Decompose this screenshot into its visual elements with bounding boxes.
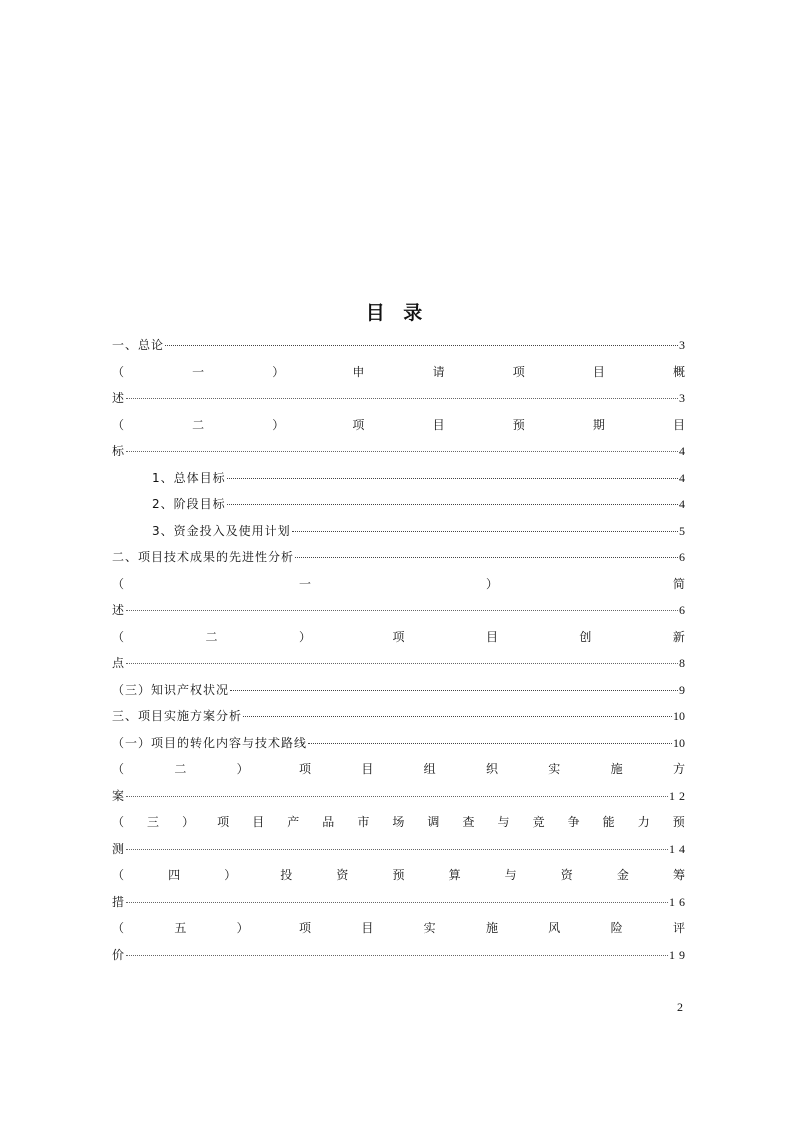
char: 资 <box>560 868 573 882</box>
char: ） <box>298 629 311 644</box>
char: 织 <box>485 762 498 776</box>
toc-entry-wrapped-line[interactable] <box>112 624 685 651</box>
page-number: 2 <box>677 1000 683 1014</box>
toc-entry-page: 16 <box>669 894 689 909</box>
toc-entry-wrapped-line[interactable] <box>112 915 685 942</box>
char: 一 <box>192 364 205 379</box>
char: 目 <box>361 762 374 776</box>
char: 目 <box>361 921 374 935</box>
char: 二 <box>192 417 205 432</box>
toc-entry-text: 3、资金投入及使用计划 <box>152 523 291 538</box>
toc-entry-page: 4 <box>679 470 685 485</box>
char: 组 <box>423 762 436 776</box>
char: 四 <box>168 868 181 882</box>
char: 二 <box>174 762 187 776</box>
char: ） <box>272 364 285 379</box>
toc-entry-text: 述 <box>112 391 126 405</box>
char: 目 <box>432 417 445 432</box>
dot-leader <box>308 743 672 744</box>
toc-entry[interactable] <box>112 836 689 863</box>
char: 算 <box>448 868 461 882</box>
char: 项 <box>217 815 230 829</box>
char: ） <box>236 762 249 776</box>
char: 三 <box>147 815 160 829</box>
toc-entry-text: 点 <box>112 656 126 670</box>
toc-entry-page: 6 <box>679 603 689 617</box>
toc-entry[interactable] <box>112 332 685 359</box>
char: 竞 <box>532 815 545 829</box>
toc-entry-page: 19 <box>669 947 689 962</box>
toc-entry[interactable] <box>112 491 685 518</box>
char: ） <box>236 921 249 935</box>
dot-leader <box>126 610 678 611</box>
char: ） <box>224 868 237 882</box>
toc-entry-page: 10 <box>673 735 685 750</box>
char: 金 <box>616 868 629 882</box>
dot-leader <box>165 345 678 346</box>
toc-entry-text: 测 <box>112 841 126 856</box>
dot-leader <box>295 557 678 558</box>
toc-entry-text: （三）知识产权状况 <box>112 682 230 697</box>
toc-entry[interactable] <box>112 703 685 730</box>
toc-entry[interactable] <box>112 942 689 969</box>
char: 期 <box>592 417 605 432</box>
char: 施 <box>485 921 498 935</box>
dot-leader <box>126 451 678 452</box>
char: 目 <box>672 417 685 432</box>
dot-leader <box>126 663 678 664</box>
char: 调 <box>427 815 440 829</box>
spread-text <box>112 412 685 439</box>
char: 评 <box>672 921 685 935</box>
dot-leader <box>126 902 668 903</box>
toc-entry-page: 12 <box>669 788 689 803</box>
char: 与 <box>497 815 510 829</box>
char: 预 <box>672 815 685 829</box>
char: （ <box>112 815 125 829</box>
toc-entry-wrapped-line[interactable] <box>112 809 685 836</box>
char: 新 <box>672 629 685 644</box>
char: 能 <box>602 815 615 829</box>
char: 场 <box>392 815 405 829</box>
char: 二 <box>205 629 218 644</box>
char: 产 <box>287 815 300 829</box>
toc-entry[interactable] <box>112 518 685 545</box>
char: 概 <box>672 364 685 379</box>
char: ） <box>182 815 195 829</box>
char: 投 <box>280 868 293 882</box>
char: 实 <box>548 762 561 776</box>
spread-text <box>112 862 685 889</box>
char: 筹 <box>672 868 685 882</box>
char: 预 <box>512 417 525 432</box>
toc-entry-page: 9 <box>679 682 685 697</box>
toc-entry-page: 8 <box>679 656 689 670</box>
char: 五 <box>174 921 187 935</box>
char: 与 <box>504 868 517 882</box>
char: 项 <box>512 364 525 379</box>
toc-entry-text: 价 <box>112 947 126 962</box>
toc-entry[interactable] <box>112 783 689 810</box>
dot-leader <box>243 716 672 717</box>
char: （ <box>112 364 125 379</box>
char: （ <box>112 576 125 591</box>
toc-entry-wrapped-line[interactable] <box>112 359 685 386</box>
toc-entry-text: 措 <box>112 894 126 909</box>
toc-entry[interactable] <box>112 677 685 704</box>
char: 项 <box>298 921 311 935</box>
char: 险 <box>610 921 623 935</box>
char: （ <box>112 417 125 432</box>
toc-entry-text: （一）项目的转化内容与技术路线 <box>112 735 308 750</box>
char: 风 <box>548 921 561 935</box>
char: 创 <box>579 629 592 644</box>
toc-entry-wrapped-line[interactable] <box>112 571 685 598</box>
spread-text <box>112 756 685 783</box>
toc-entry-text: 2、阶段目标 <box>152 497 226 511</box>
char: 一 <box>298 576 311 591</box>
dot-leader <box>126 849 668 850</box>
char: 争 <box>567 815 580 829</box>
char: 施 <box>610 762 623 776</box>
toc-entry-page: 14 <box>669 841 689 856</box>
toc-entry[interactable] <box>112 730 685 757</box>
char: 目 <box>252 815 265 829</box>
char: 查 <box>462 815 475 829</box>
spread-text <box>112 915 685 942</box>
toc-entry-wrapped-line[interactable] <box>112 862 685 889</box>
toc-entry-page: 3 <box>679 391 689 405</box>
toc-entry[interactable] <box>112 650 689 677</box>
toc-entry-text: 1、总体目标 <box>152 470 226 485</box>
toc-entry-wrapped-line[interactable] <box>112 412 685 439</box>
dot-leader <box>126 955 668 956</box>
toc-entry-page: 10 <box>673 709 685 723</box>
char: 目 <box>592 364 605 379</box>
char: 简 <box>672 576 685 591</box>
char: （ <box>112 762 125 776</box>
toc-entry[interactable] <box>112 889 689 916</box>
spread-text <box>112 571 685 598</box>
char: 项 <box>352 417 365 432</box>
char: 请 <box>432 364 445 379</box>
char: 力 <box>637 815 650 829</box>
char: ） <box>272 417 285 432</box>
char: （ <box>112 868 125 882</box>
toc-entry-wrapped-line[interactable] <box>112 756 685 783</box>
spread-text <box>112 359 685 386</box>
toc-entry[interactable] <box>112 438 689 465</box>
toc-entry-page: 4 <box>679 444 689 458</box>
char: 方 <box>672 762 685 776</box>
dot-leader <box>227 478 678 479</box>
char: （ <box>112 921 125 935</box>
char: 市 <box>357 815 370 829</box>
dot-leader <box>230 690 678 691</box>
dot-leader <box>227 504 678 505</box>
toc-entry-text: 标 <box>112 444 126 458</box>
toc-entry-page: 5 <box>679 523 685 538</box>
char: 申 <box>352 364 365 379</box>
dot-leader <box>126 796 668 797</box>
table-of-contents <box>112 332 689 968</box>
dot-leader <box>292 531 678 532</box>
char: 预 <box>392 868 405 882</box>
toc-entry-text: 案 <box>112 788 126 803</box>
toc-title: 目 录 <box>365 302 429 324</box>
toc-entry-text: 三、项目实施方案分析 <box>112 709 243 723</box>
char: 实 <box>423 921 436 935</box>
char: 资 <box>336 868 349 882</box>
toc-entry[interactable] <box>112 465 685 492</box>
toc-entry[interactable] <box>112 597 689 624</box>
toc-entry-page: 4 <box>679 497 685 511</box>
char: 项 <box>392 629 405 644</box>
toc-entry[interactable] <box>112 385 689 412</box>
toc-entry-text: 一、总论 <box>112 338 165 352</box>
char: 目 <box>485 629 498 644</box>
toc-entry-page: 6 <box>679 550 685 564</box>
char: （ <box>112 629 125 644</box>
spread-text <box>112 624 685 651</box>
toc-entry[interactable] <box>112 544 685 571</box>
dot-leader <box>126 398 678 399</box>
char: 项 <box>298 762 311 776</box>
toc-entry-page: 3 <box>679 338 685 352</box>
spread-text <box>112 809 685 836</box>
toc-entry-text: 二、项目技术成果的先进性分析 <box>112 550 295 564</box>
toc-entry-text: 述 <box>112 603 126 617</box>
char: 品 <box>322 815 335 829</box>
char: ） <box>485 576 498 591</box>
